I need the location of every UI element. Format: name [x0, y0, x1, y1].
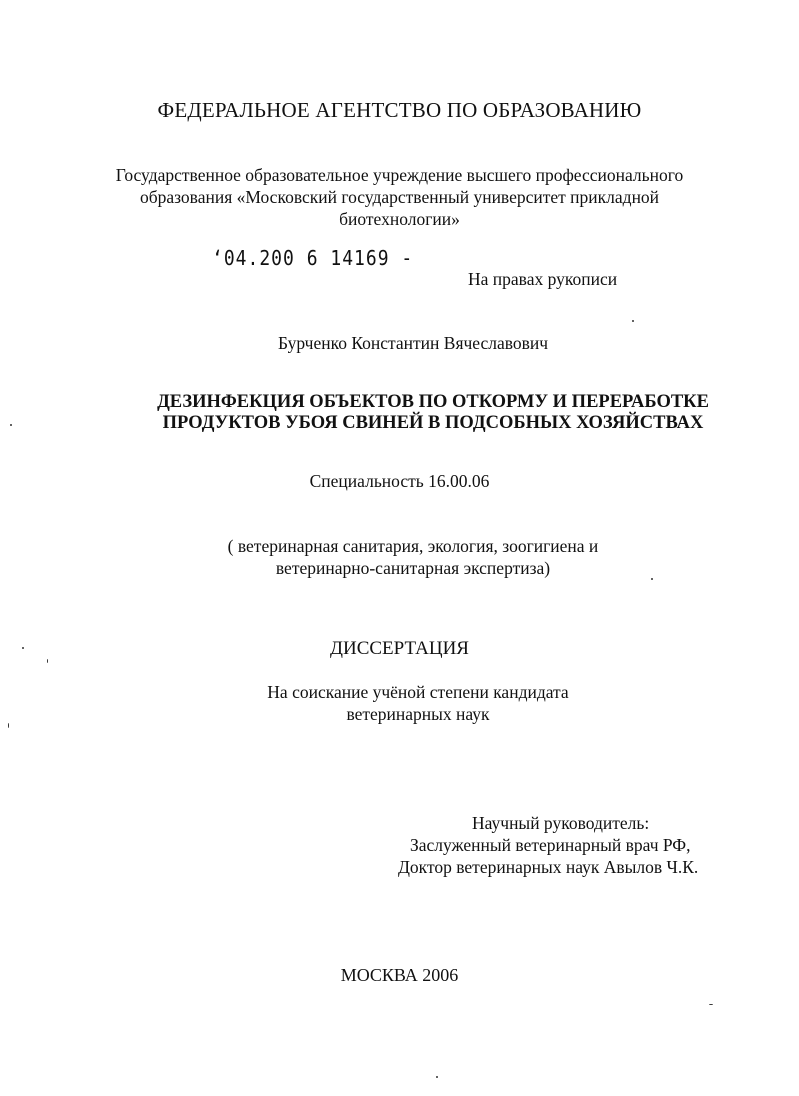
registration-stamp: ʻ04.200 6 14169 - — [212, 247, 414, 271]
field-line-1: ( ветеринарная санитария, экология, зоогигиена и — [227, 536, 599, 556]
author-name: Бурченко Константин Вячеславович — [278, 333, 549, 353]
specialty-field — [0, 535, 799, 579]
scan-speck — [632, 320, 634, 322]
title-line-2: ПРОДУКТОВ УБОЯ СВИНЕЙ В ПОДСОБНЫХ ХОЗЯЙСТВАХ — [162, 413, 704, 433]
scan-speck — [709, 1004, 713, 1005]
scan-speck — [8, 723, 9, 728]
supervisor-label: Научный руководитель: — [472, 813, 650, 833]
manuscript-rights-note: На правах рукописи — [468, 269, 618, 289]
institution-line-3: биотехнологии» — [339, 209, 460, 229]
institution-line-2: образования «Московский государственный университет прикладной — [139, 187, 660, 207]
scan-speck — [10, 424, 12, 426]
specialty-code: Специальность 16.00.06 — [309, 471, 490, 491]
city-year: МОСКВА 2006 — [340, 965, 459, 985]
supervisor-title: Заслуженный ветеринарный врач РФ, — [410, 835, 691, 855]
scan-speck — [47, 659, 48, 663]
scan-speck — [436, 1076, 438, 1078]
institution-line-1: Государственное образовательное учреждение высшего профессионального — [115, 165, 684, 185]
agency-heading: ФЕДЕРАЛЬНОЕ АГЕНТСТВО ПО ОБРАЗОВАНИЮ — [157, 98, 642, 122]
degree-purpose — [0, 681, 799, 725]
institution-name — [0, 164, 799, 230]
supervisor-name: Доктор ветеринарных наук Авылов Ч.К. — [398, 857, 699, 877]
scan-speck — [651, 578, 653, 580]
document-type: ДИССЕРТАЦИЯ — [330, 638, 469, 659]
scan-speck — [22, 647, 24, 649]
field-line-2: ветеринарно-санитарная экспертиза) — [275, 558, 551, 578]
dissertation-title — [0, 392, 799, 434]
title-line-1: ДЕЗИНФЕКЦИЯ ОБЪЕКТОВ ПО ОТКОРМУ И ПЕРЕРАБОТКЕ — [157, 392, 709, 412]
degree-line-1: На соискание учёной степени кандидата — [267, 682, 569, 702]
degree-line-2: ветеринарных наук — [346, 704, 490, 724]
